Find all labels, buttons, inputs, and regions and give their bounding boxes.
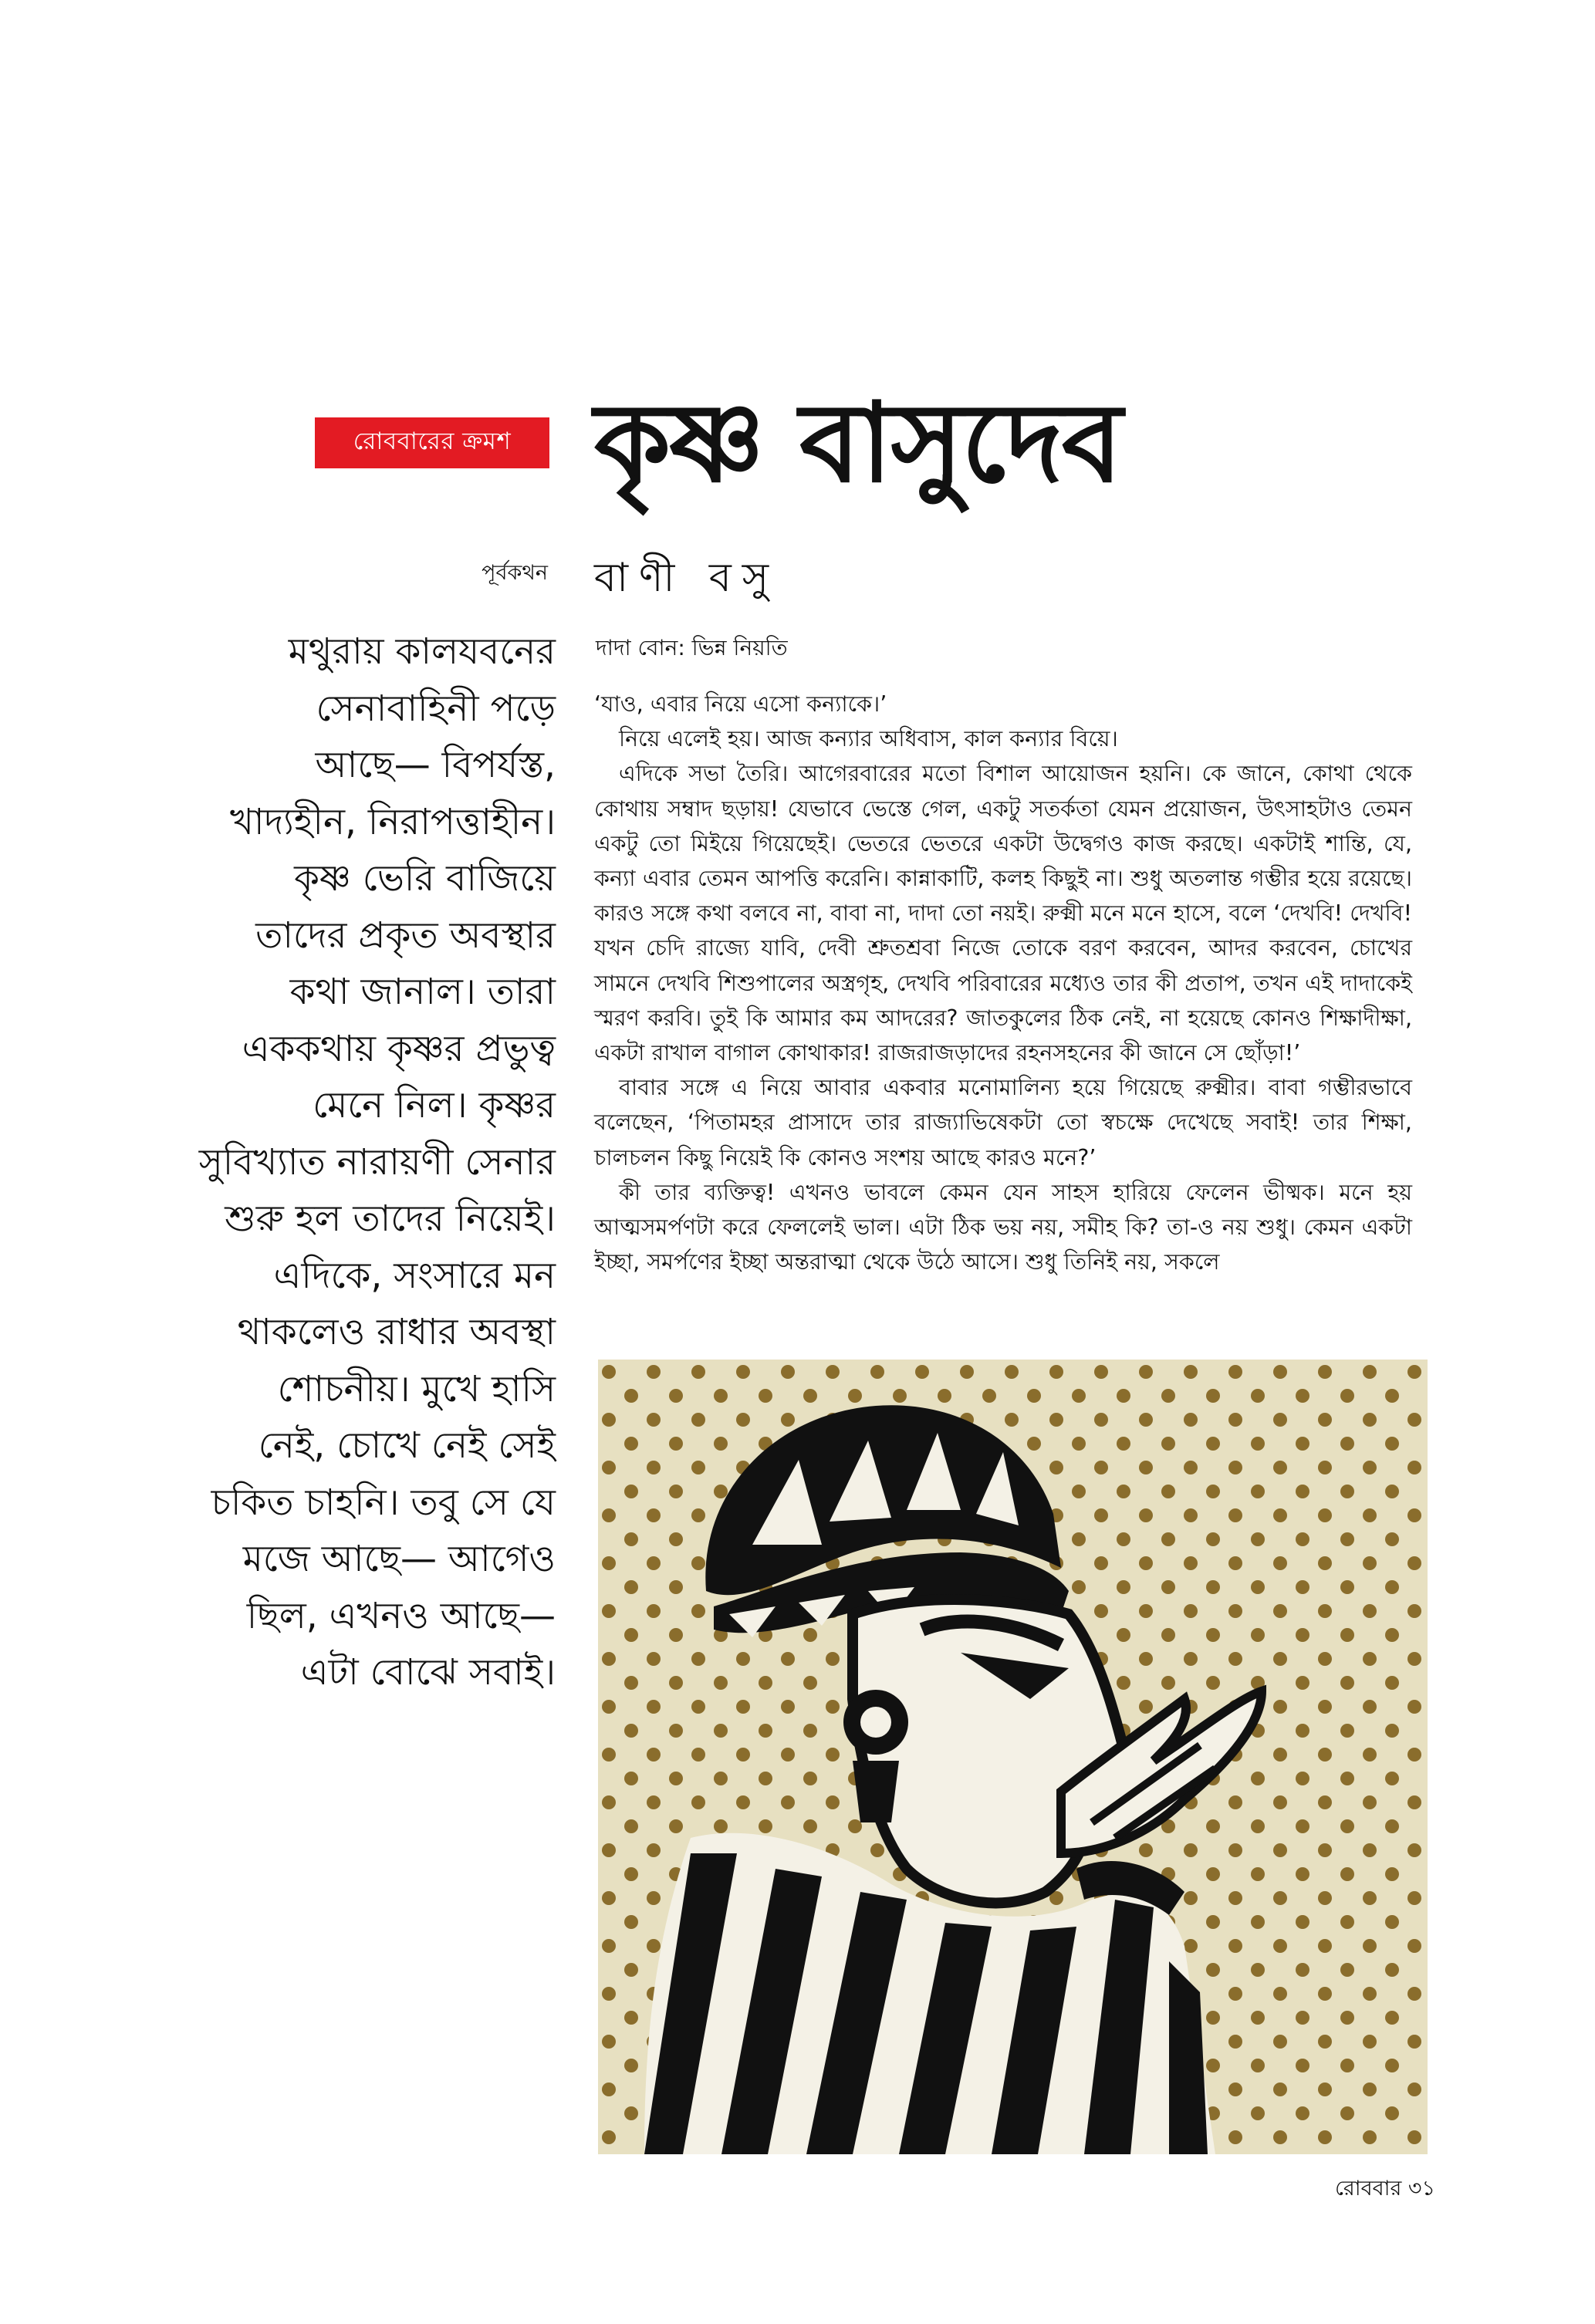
series-badge: রোববারের ক্রমশ: [315, 417, 549, 468]
summary-line: ছিল, এখনও আছে—: [246, 1594, 556, 1637]
body-paragraph: নিয়ে এলেই হয়। আজ কন্যার অধিবাস, কাল কন্যার বিয়ে।: [619, 726, 1118, 752]
summary-line: এদিকে, সংসারে মন: [273, 1254, 556, 1297]
article-title: কৃষ্ণ বাসুদেব: [594, 380, 1121, 507]
summary-line: তাদের প্রকৃত অবস্থার: [255, 914, 556, 957]
article-body: [594, 687, 1412, 1279]
previously-label: পূর্বকথন: [482, 561, 548, 585]
body-paragraph: বাবার সঙ্গে এ নিয়ে আবার একবার মনোমালিন্য হয়ে গিয়েছে রুক্মীর। বাবা গম্ভীরভাবে বলেছেন, ‘পিতামহর প্রাসাদে তার রাজ্যাভিষেকটা তো স্বচক্ষে দেখেছে সবাই! তার শিক্ষা, চালচলন কিছু নিয়েই কি কোনও সংশয় আছে কারও মনে?’: [594, 1075, 1412, 1170]
summary-line: কথা জানাল। তারা: [289, 971, 556, 1013]
summary-line: মজে আছে— আগেও: [242, 1538, 556, 1580]
illustration: [598, 1360, 1428, 2154]
summary-line: নেই, চোখে নেই সেই: [258, 1424, 556, 1467]
summary-line: সুবিখ্যাত নারায়ণী সেনার: [198, 1140, 556, 1184]
author-name: বাণী বসু: [594, 555, 780, 601]
summary-line: সেনাবাহিনী পড়ে: [316, 687, 556, 730]
body-paragraph: কী তার ব্যক্তিত্ব! এখনও ভাবলে কেমন যেন সাহস হারিয়ে ফেলেন ভীষ্মক। মনে হয় আত্মসমর্পণটা করে ফেললেই ভাল। এটা ঠিক ভয় নয়, সমীহ কি? তা-ও নয় শুধু। কেমন একটা ইচ্ছা, সমর্পণের ইচ্ছা অন্তরাত্মা থেকে উঠে আসে। শুধু তিনিই নয়, সকলে: [594, 1179, 1412, 1275]
summary-line: থাকলেও রাধার অবস্থা: [237, 1311, 556, 1353]
summary-line: এককথায় কৃষ্ণর প্রভুত্ব: [242, 1027, 556, 1070]
summary-line: এটা বোঝে সবাই।: [300, 1651, 556, 1694]
body-paragraph: এদিকে সভা তৈরি। আগেরবারের মতো বিশাল আয়োজন হয়নি। কে জানে, কোথা থেকে কোথায় সম্বাদ ছড়ায়! যেভাবে ভেস্তে গেল, একটু সতর্কতা যেমন প্রয়োজন, উৎসাহটাও তেমন একটু তো মিইয়ে গিয়েছেই। ভেতরে ভেতরে একটা উদ্বেগও কাজ করছে। একটাই শান্তি, যে, কন্যা এবার তেমন আপত্তি করেনি। কান্নাকাটি, কলহ কিছুই না। শুধু অতলান্ত গম্ভীর হয়ে রয়েছে। কারও সঙ্গে কথা বলবে না, বাবা না, দাদা তো নয়ই। রুক্মী মনে মনে হাসে, বলে ‘দেখবি! দেখবি! যখন চেদি রাজ্যে যাবি, দেবী শ্রুতশ্রবা নিজে তোকে বরণ করবেন, আদর করবেন, চোখের সামনে দেখবি শিশুপালের অস্ত্রগৃহ, দেখবি পরিবারের মধ্যেও তার কী প্রতাপ, তখন এই দাদাকেই স্মরণ করবি। তুই কি আমার কম আদরের? জাতকুলের ঠিক নেই, না হয়েছে কোনও শিক্ষাদীক্ষা, একটা রাখাল বাগাল কোথাকার! রাজরাজড়াদের রহনসহনের কী জানে সে ছোঁড়া!’: [594, 761, 1412, 1066]
summary-line: মেনে নিল। কৃষ্ণর: [313, 1084, 556, 1127]
summary-line: কৃষ্ণ ভেরি বাজিয়ে: [294, 857, 556, 900]
summary-line: আছে— বিপর্যস্ত,: [315, 744, 556, 786]
page-footer: রোববার ৩১: [1334, 2177, 1435, 2201]
summary-column: [147, 623, 556, 1701]
summary-line: শুরু হল তাদের নিয়েই।: [225, 1197, 556, 1240]
summary-line: মথুরায় কালযবনের: [288, 630, 556, 673]
summary-line: খাদ্যহীন, নিরাপত্তাহীন।: [229, 800, 556, 843]
summary-line: চকিত চাহনি। তবু সে যে: [211, 1481, 556, 1524]
section-heading: দাদা বোন: ভিন্ন নিয়তি: [596, 635, 788, 660]
body-paragraph: ‘যাও, এবার নিয়ে এসো কন্যাকে।’: [594, 691, 887, 717]
woodcut-figure-illustration: [598, 1360, 1428, 2154]
summary-line: শোচনীয়। মুখে হাসি: [277, 1367, 556, 1410]
